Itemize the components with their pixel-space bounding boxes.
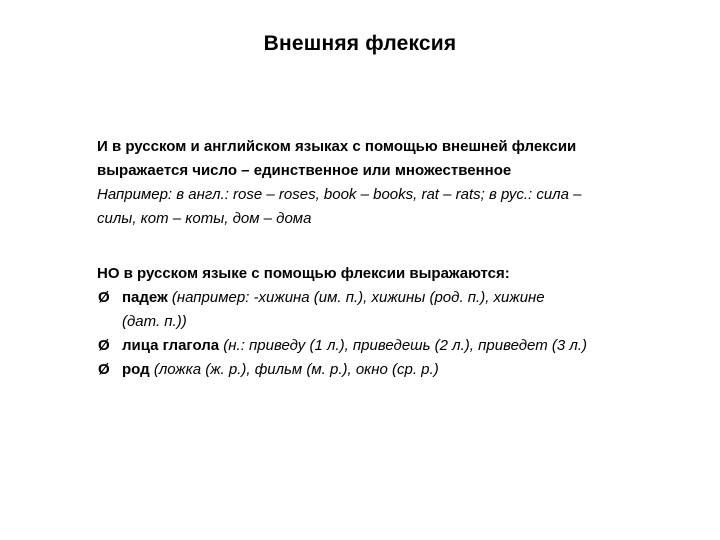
bullet-detail: (н.: приведу (1 л.), приведешь (2 л.), приведет (3 л.) <box>219 337 587 354</box>
slide-title: Внешняя флексия <box>263 32 457 55</box>
bullet-item-person <box>97 334 657 358</box>
bullet-detail-continuation: (дат. п.)) <box>122 313 187 330</box>
example-line-2: силы, кот – коты, дом – дома <box>97 210 312 227</box>
bullet-detail: (например: -хижина (им. п.), хижины (род. п.), хижине <box>167 289 545 306</box>
intro-paragraph <box>97 135 657 231</box>
bullet-item-gender <box>97 358 657 382</box>
bullet-detail: (ложка (ж. р.), фильм (м. р.), окно (ср. р.) <box>149 361 439 378</box>
bullet-term: лица глагола <box>122 337 220 354</box>
intro-line-2: выражается число – единственное или множественное <box>97 162 512 179</box>
arrow-bullet-icon: Ø <box>98 337 110 354</box>
bullet-item-case <box>97 286 657 334</box>
bullet-term: род <box>122 361 150 378</box>
russian-section <box>97 262 657 382</box>
intro-line-1: И в русском и английском языках с помощью внешней флексии <box>97 138 577 155</box>
arrow-bullet-icon: Ø <box>98 289 110 306</box>
example-line-1: Например: в англ.: rose – roses, book – books, rat – rats; в рус.: сила – <box>97 186 582 203</box>
arrow-bullet-icon: Ø <box>98 361 110 378</box>
bullet-term: падеж <box>122 289 168 306</box>
section-heading: НО в русском языке с помощью флексии выражаются: <box>97 265 510 282</box>
